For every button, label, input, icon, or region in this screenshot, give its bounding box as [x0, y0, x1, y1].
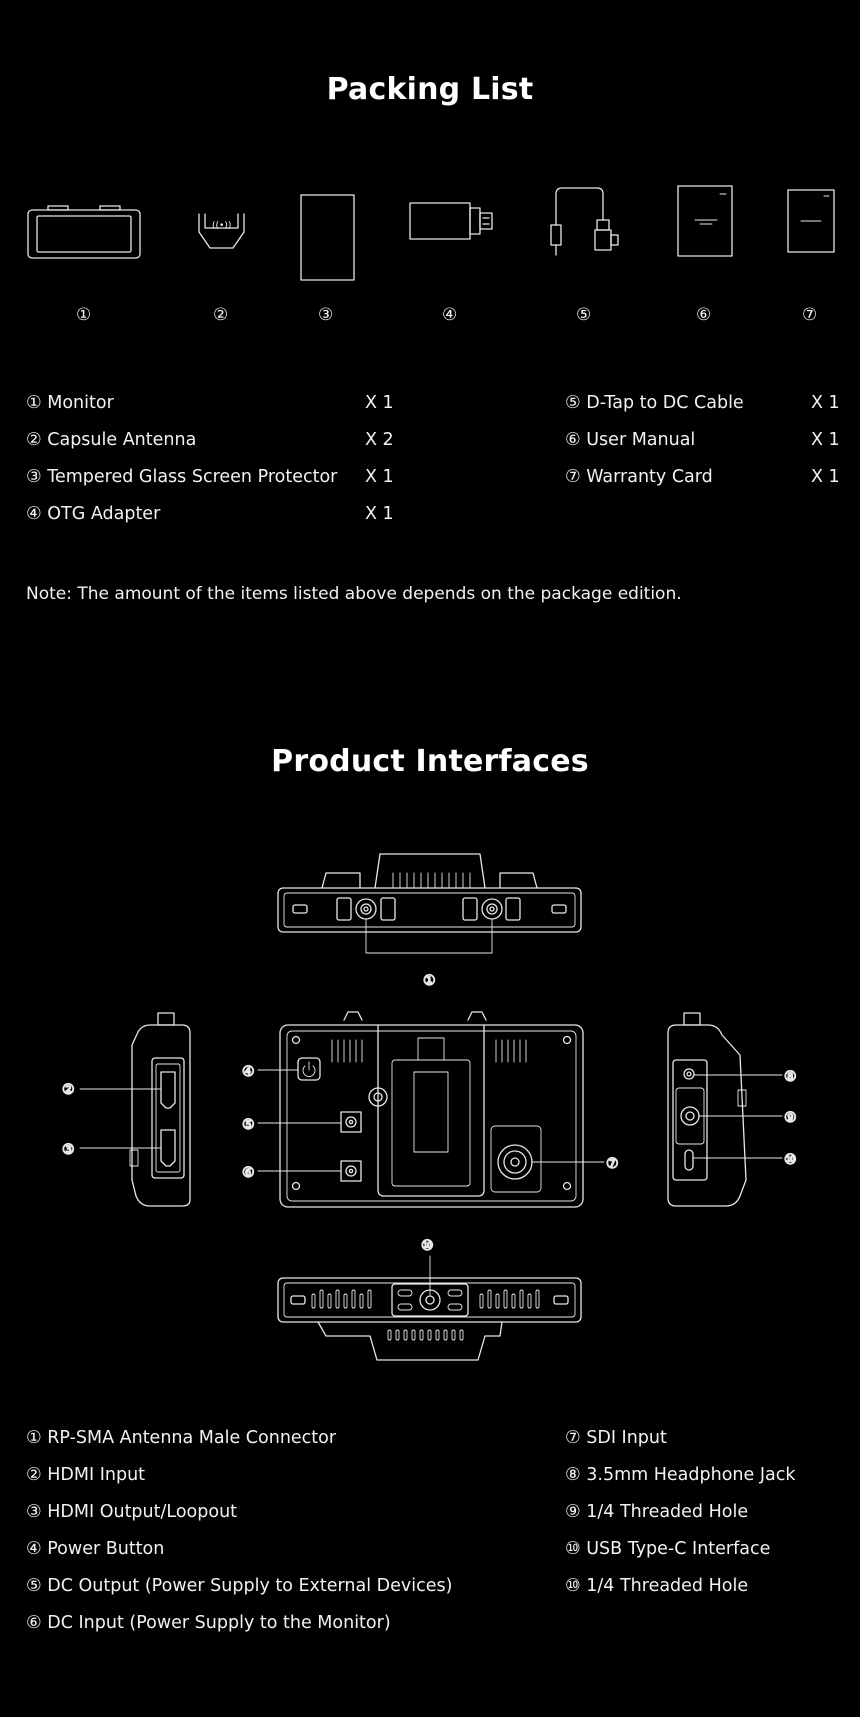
interface-item: ⑩ USB Type-C Interface — [565, 1539, 771, 1559]
callout-3: ③ — [62, 1142, 75, 1158]
hdmi-output-port-icon — [161, 1130, 175, 1166]
interface-item: ⑧ 3.5mm Headphone Jack — [565, 1465, 796, 1485]
packing-item-name: ⑦ Warranty Card — [565, 467, 713, 487]
product-interfaces-diagram — [0, 840, 860, 1370]
packing-list-title: Packing List — [326, 72, 534, 107]
callout-10-bottom: ⑩ — [421, 1238, 434, 1254]
interface-item: ⑥ DC Input (Power Supply to the Monitor) — [26, 1613, 391, 1633]
packing-item-name: ② Capsule Antenna — [26, 430, 197, 450]
packing-item-qty: X 1 — [365, 393, 394, 413]
warranty-card-item-icon — [788, 190, 834, 252]
packing-num-4: ④ — [442, 305, 458, 325]
callout-9: ⑨ — [784, 1110, 797, 1126]
monitor-back-view — [258, 1012, 604, 1207]
packing-item-qty: X 1 — [811, 430, 840, 450]
packing-item-qty: X 2 — [365, 430, 394, 450]
monitor-left-side-view — [80, 1013, 190, 1206]
callout-1: ① — [423, 973, 436, 989]
user-manual-item-icon — [678, 186, 732, 256]
dtap-cable-item-icon — [551, 188, 618, 255]
callout-4: ④ — [242, 1064, 255, 1080]
sma-connector-left-icon — [337, 898, 395, 920]
interface-item: ③ HDMI Output/Loopout — [26, 1502, 238, 1522]
packing-item-qty: X 1 — [811, 467, 840, 487]
packing-item-qty: X 1 — [811, 393, 840, 413]
interface-item: ② HDMI Input — [26, 1465, 146, 1485]
sdi-input-port-icon — [491, 1126, 541, 1192]
packing-num-7: ⑦ — [802, 305, 818, 325]
otg-adapter-item-icon — [410, 203, 492, 239]
interface-item: ① RP-SMA Antenna Male Connector — [26, 1428, 337, 1448]
packing-item-name: ① Monitor — [26, 393, 114, 413]
monitor-bottom-view — [278, 1256, 581, 1360]
packing-items-illustration — [0, 180, 860, 300]
packing-item-name: ④ OTG Adapter — [26, 504, 161, 524]
packing-item-name: ⑥ User Manual — [565, 430, 696, 450]
usb-c-port-icon — [685, 1150, 693, 1170]
dc-input-port-icon — [341, 1161, 361, 1181]
packing-num-3: ③ — [318, 305, 334, 325]
packing-item-qty: X 1 — [365, 467, 394, 487]
headphone-jack-icon — [684, 1069, 694, 1079]
packing-num-2: ② — [213, 305, 229, 325]
callout-2: ② — [62, 1082, 75, 1098]
packing-num-5: ⑤ — [576, 305, 592, 325]
dc-output-port-icon — [341, 1112, 361, 1132]
packing-item-name: ③ Tempered Glass Screen Protector — [26, 467, 338, 487]
sma-connector-right-icon — [463, 898, 520, 920]
callout-10: ⑩ — [784, 1152, 797, 1168]
interface-item: ⑩ 1/4 Threaded Hole — [565, 1576, 749, 1596]
monitor-top-view — [278, 854, 581, 953]
monitor-item-icon — [28, 206, 140, 258]
packing-num-1: ① — [76, 305, 92, 325]
power-button-icon — [298, 1058, 320, 1080]
product-interfaces-title: Product Interfaces — [271, 744, 589, 779]
interface-item: ⑤ DC Output (Power Supply to External Devices) — [26, 1576, 453, 1596]
screen-protector-item-icon — [301, 195, 354, 280]
packing-item-name: ⑤ D-Tap to DC Cable — [565, 393, 744, 413]
callout-7: ⑦ — [606, 1156, 619, 1172]
callout-5: ⑤ — [242, 1117, 255, 1133]
capsule-antenna-item-icon — [199, 214, 244, 248]
packing-num-6: ⑥ — [696, 305, 712, 325]
packing-item-qty: X 1 — [365, 504, 394, 524]
callout-6: ⑥ — [242, 1165, 255, 1181]
callout-8: ⑧ — [784, 1069, 797, 1085]
monitor-right-side-view — [668, 1013, 782, 1206]
svg-text:((•)): ((•)) — [212, 221, 232, 231]
hdmi-input-port-icon — [161, 1072, 175, 1108]
interface-item: ⑦ SDI Input — [565, 1428, 667, 1448]
interface-item: ④ Power Button — [26, 1539, 165, 1559]
packing-note: Note: The amount of the items listed above depends on the package edition. — [26, 584, 682, 604]
interface-item: ⑨ 1/4 Threaded Hole — [565, 1502, 749, 1522]
